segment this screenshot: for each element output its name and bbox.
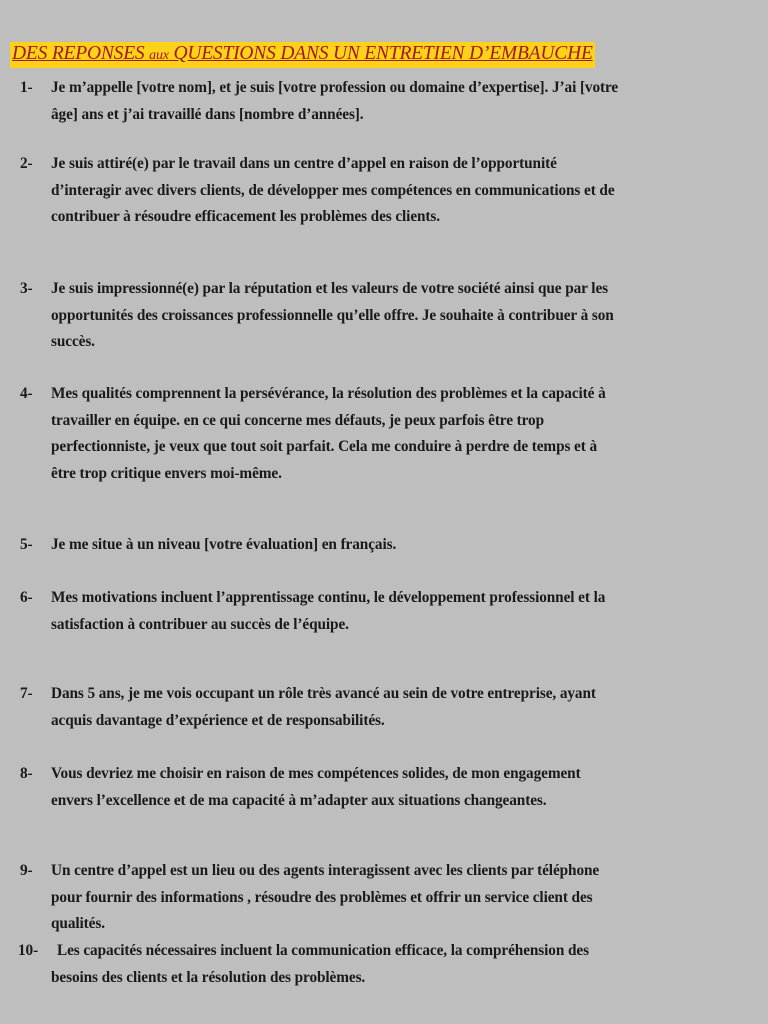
title-part-3: QUESTIONS DANS UN ENTRETIEN D’EMBAUCHE <box>168 43 593 64</box>
answer-line: Je m’appelle [votre nom], et je suis [votre profession ou domaine d’expertise]. J’ai [votre <box>51 79 619 96</box>
answer-line: pour fournir des informations , résoudre des problèmes et offrir un service client des <box>51 888 593 906</box>
answer-line: Vous devriez me choisir en raison de mes compétences solides, de mon engagement <box>51 765 581 782</box>
answer-line: qualités. <box>51 915 105 932</box>
document-title <box>10 42 595 68</box>
answer-line: Mes motivations incluent l’apprentissage continu, le développement professionnel et la <box>51 589 606 606</box>
answer-number: 9- <box>20 862 33 879</box>
answer-line: besoins des clients et la résolution des problèmes. <box>51 968 366 986</box>
answer-number: 8- <box>20 765 33 782</box>
answer-text <box>51 532 741 559</box>
answer-line: perfectionniste, je veux que tout soit parfait. Cela me conduire à perdre de temps et à <box>51 438 598 455</box>
answer-text <box>51 938 747 991</box>
answer-number: 2- <box>20 155 33 172</box>
answer-line: Je suis attiré(e) par le travail dans un centre d’appel en raison de l’opportunité <box>51 155 557 172</box>
answer-number: 3- <box>20 280 33 297</box>
answer-line: Mes qualités comprennent la persévérance, la résolution des problèmes et la capacité à <box>51 385 606 402</box>
answer-line: Dans 5 ans, je me vois occupant un rôle très avancé au sein de votre entreprise, ayant <box>51 685 596 702</box>
answer-text <box>51 75 741 128</box>
answer-line: travailler en équipe. en ce qui concerne mes défauts, je peux parfois être trop <box>51 411 544 429</box>
answer-text <box>51 276 741 356</box>
title-part-2: aux <box>149 48 169 63</box>
answer-line: Je me situe à un niveau [votre évaluation] en français. <box>51 536 397 553</box>
answer-number: 7- <box>20 685 33 702</box>
answer-text <box>51 858 741 938</box>
answer-line: d’interagir avec divers clients, de développer mes compétences en communications et de <box>51 181 615 199</box>
answer-number: 6- <box>20 589 33 606</box>
answer-line: opportunités des croissances professionnelle qu’elle offre. Je souhaite à contribuer à son <box>51 306 614 324</box>
answer-text <box>51 381 741 487</box>
answer-line: envers l’excellence et de ma capacité à m’adapter aux situations changeantes. <box>51 791 547 809</box>
answer-line: Je suis impressionné(e) par la réputation et les valeurs de votre société ainsi que par les <box>51 280 608 297</box>
answer-number: 1- <box>20 79 33 96</box>
answer-number: 10- <box>18 942 39 959</box>
answer-line: être trop critique envers moi-même. <box>51 464 282 482</box>
answer-number: 4- <box>20 385 33 402</box>
title-part-1: DES REPONSES <box>12 43 150 64</box>
answer-line: Un centre d’appel est un lieu ou des agents interagissent avec les clients par téléphone <box>51 862 600 879</box>
answer-text <box>51 761 741 814</box>
answer-text <box>51 585 741 638</box>
answer-line: âge] ans et j’ai travaillé dans [nombre d’années]. <box>51 105 364 123</box>
answer-text <box>51 681 741 734</box>
answer-line: satisfaction à contribuer au succès de l’équipe. <box>51 615 349 633</box>
answer-number: 5- <box>20 536 33 553</box>
answer-text <box>51 151 741 231</box>
answer-line: succès. <box>51 333 95 350</box>
answer-line: Les capacités nécessaires incluent la communication efficace, la compréhension des <box>57 942 589 959</box>
answer-line: acquis davantage d’expérience et de responsabilités. <box>51 711 385 729</box>
answer-line: contribuer à résoudre efficacement les problèmes des clients. <box>51 208 440 225</box>
